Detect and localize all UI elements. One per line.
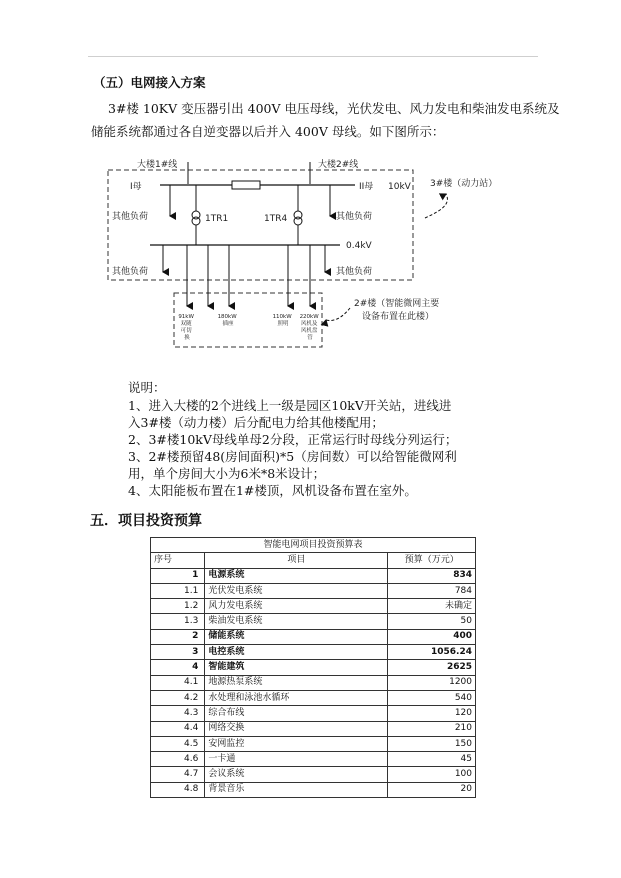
table-row — [151, 675, 476, 690]
table-row — [151, 568, 476, 583]
row-item: 智能建筑 — [205, 660, 388, 675]
row-budget: 1200 — [388, 675, 476, 690]
table-row — [151, 583, 476, 598]
row-item: 柴油发电系统 — [205, 614, 388, 629]
note-3b: 用，单个房间大小为6米*8米设计； — [128, 466, 326, 481]
table-row — [151, 736, 476, 751]
note-1a: 1、进入大楼的2个进线上一级是园区10kV开关站，进线进 — [128, 398, 452, 413]
row-budget: 540 — [388, 690, 476, 705]
note-2: 2、3#楼10kV母线单母2分段，正常运行时母线分列运行； — [128, 432, 458, 447]
station-callout-arrow — [425, 194, 447, 218]
row-item: 光伏发电系统 — [205, 583, 388, 598]
load-b-label: 180kW 插座 — [217, 314, 237, 327]
row-budget: 150 — [388, 736, 476, 751]
row-item: 电控系统 — [205, 645, 388, 660]
row-budget: 784 — [388, 583, 476, 598]
row-item: 地源热泵系统 — [205, 675, 388, 690]
row-budget: 834 — [388, 568, 476, 583]
row-number: 4.4 — [151, 721, 205, 736]
table-row — [151, 782, 476, 797]
table-row — [151, 614, 476, 629]
row-number: 1.1 — [151, 583, 205, 598]
row-item: 安网监控 — [205, 736, 388, 751]
row-item: 风力发电系统 — [205, 599, 388, 614]
load-c-label: 110kW 照明 — [272, 314, 292, 327]
row-budget: 100 — [388, 767, 476, 782]
bus-tie-breaker — [232, 181, 260, 189]
row-number: 4.3 — [151, 706, 205, 721]
row-item: 储能系统 — [205, 629, 388, 644]
row-number: 3 — [151, 645, 205, 660]
row-number: 1.2 — [151, 599, 205, 614]
budget-section-title: 五．项目投资预算 — [90, 513, 202, 529]
load-a-label: 91kW 双随 可切 换 — [178, 314, 194, 341]
note-1b: 入3#楼（动力楼）后分配电力给其他楼配用； — [128, 415, 384, 430]
row-number: 4.7 — [151, 767, 205, 782]
row-budget: 120 — [388, 706, 476, 721]
table-row — [151, 599, 476, 614]
row-item: 网络交换 — [205, 721, 388, 736]
row-item: 会议系统 — [205, 767, 388, 782]
row-item: 背景音乐 — [205, 782, 388, 797]
intro-line-1: 3#楼 10KV 变压器引出 400V 电压母线，光伏发电、风力发电和柴油发电系统及 — [108, 101, 560, 116]
section-title: （五）电网接入方案 — [93, 75, 206, 90]
table-row — [151, 721, 476, 736]
table-row — [151, 767, 476, 782]
table-row — [151, 690, 476, 705]
lv-other-load-right: 其他负荷 — [336, 267, 373, 277]
building2-label-2: 设备布置在此楼） — [362, 312, 435, 322]
row-budget: 400 — [388, 629, 476, 644]
row-number: 4.6 — [151, 752, 205, 767]
col-header-no: 序号 — [151, 553, 205, 568]
row-budget: 2625 — [388, 660, 476, 675]
grid-diagram — [0, 0, 621, 380]
table-row — [151, 645, 476, 660]
budget-table — [150, 537, 476, 798]
transformer-1-label: 1TR1 — [205, 214, 229, 224]
intro-line-2: 储能系统都通过各自逆变器以后并入 400V 母线。如下图所示： — [91, 124, 445, 139]
lv-other-load-left: 其他负荷 — [112, 267, 149, 277]
row-number: 1.3 — [151, 614, 205, 629]
row-item: 综合布线 — [205, 706, 388, 721]
row-budget: 20 — [388, 782, 476, 797]
row-number: 4 — [151, 660, 205, 675]
feeder-right-label: 大楼2#线 — [318, 160, 359, 170]
row-budget: 45 — [388, 752, 476, 767]
load-d-label: 220kW 风机及 风机盘 管 — [299, 314, 319, 341]
note-3a: 3、2#楼预留48(房间面积)*5（房间数）可以给智能微网利 — [128, 449, 457, 464]
row-number: 4.1 — [151, 675, 205, 690]
col-header-item: 项目 — [205, 553, 388, 568]
station-label: 3#楼（动力站） — [430, 179, 498, 189]
note-4: 4、太阳能板布置在1#楼顶，风机设备布置在室外。 — [128, 483, 417, 498]
row-item: 水处理和泳池水循环 — [205, 690, 388, 705]
row-budget: 210 — [388, 721, 476, 736]
row-number: 4.8 — [151, 782, 205, 797]
hv-voltage-label: 10kV — [388, 182, 411, 192]
building2-callout-arrow — [326, 308, 350, 321]
row-item: 一卡通 — [205, 752, 388, 767]
transformer-1-coil-b — [192, 217, 200, 225]
row-budget: 50 — [388, 614, 476, 629]
table-row — [151, 629, 476, 644]
table-row — [151, 660, 476, 675]
bus-right-label: II母 — [359, 182, 374, 192]
table-row — [151, 752, 476, 767]
hv-other-load-left: 其他负荷 — [112, 212, 149, 222]
row-number: 1 — [151, 568, 205, 583]
col-header-budget: 预算（万元） — [388, 553, 476, 568]
row-item: 电源系统 — [205, 568, 388, 583]
row-budget: 未确定 — [388, 599, 476, 614]
transformer-4-label: 1TR4 — [264, 214, 288, 224]
table-row — [151, 706, 476, 721]
hv-other-load-right: 其他负荷 — [336, 212, 373, 222]
row-number: 4.5 — [151, 736, 205, 751]
building2-boundary — [174, 293, 322, 347]
bus-left-label: I母 — [130, 182, 142, 192]
building2-label-1: 2#楼（智能微网主要 — [354, 299, 440, 309]
feeder-left-label: 大楼1#线 — [137, 160, 178, 170]
notes-heading: 说明： — [128, 380, 166, 395]
row-budget: 1056.24 — [388, 645, 476, 660]
budget-table-caption: 智能电网项目投资预算表 — [151, 538, 476, 553]
transformer-4-coil-b — [294, 217, 302, 225]
row-number: 4.2 — [151, 690, 205, 705]
lv-voltage-label: 0.4kV — [346, 241, 372, 251]
row-number: 2 — [151, 629, 205, 644]
